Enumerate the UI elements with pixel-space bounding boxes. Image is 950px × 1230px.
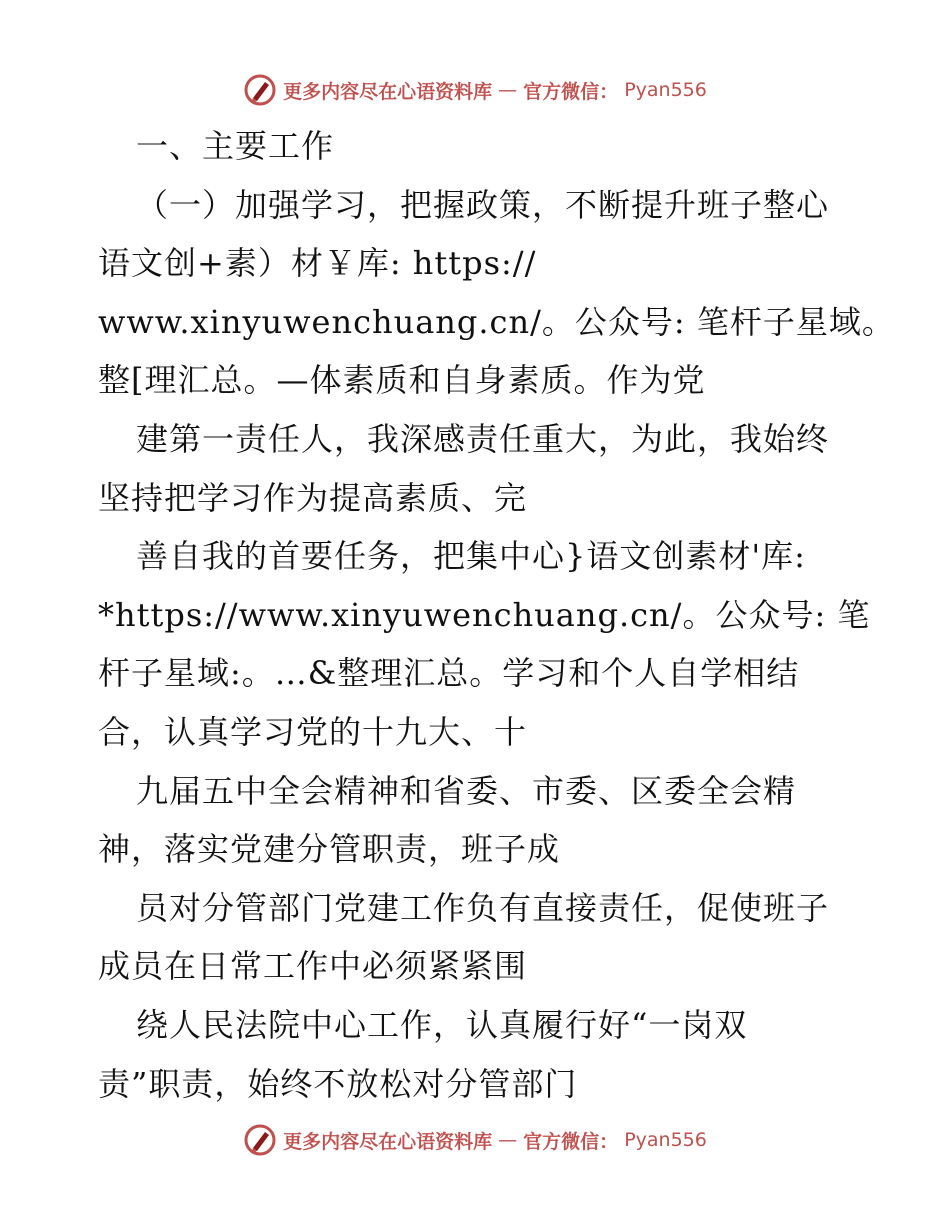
text-line: 九届五中全会精神和省委、市委、区委全会精 xyxy=(136,771,797,810)
text-line: 责”职责，始终不放松对分管部门 xyxy=(98,1064,578,1103)
text-line: 绕人民法院中心工作，认真履行好“一岗双 xyxy=(136,1005,748,1044)
text-line: 整[理汇总。—体素质和自身素质。作为党 xyxy=(98,361,706,400)
text-line: 员对分管部门党建工作负有直接责任，促使班子 xyxy=(136,888,830,927)
banner-dash: — xyxy=(498,79,518,101)
header-watermark-banner xyxy=(0,70,950,110)
text-line: 成员在日常工作中必须紧紧围 xyxy=(98,947,528,986)
text-line: 一、主要工作 xyxy=(136,127,335,165)
banner-main-text: 更多内容尽在心语资料库 xyxy=(283,80,493,103)
text-line: www.xinyuwenchuang.cn/。公众号: 笔杆子星域。 xyxy=(98,302,895,341)
text-line: 坚持把学习作为提高素质、完 xyxy=(98,478,528,517)
text-line: 杆子星域:。…&整理汇总。学习和个人自学相结 xyxy=(98,654,800,693)
text-line: 建第一责任人，我深感责任重大，为此，我始终 xyxy=(136,419,830,458)
text-line: （一）加强学习，把握政策，不断提升班子整心 xyxy=(136,185,830,224)
banner-wechat-id: Pyan556 xyxy=(624,79,707,101)
banner-wechat-id: Pyan556 xyxy=(624,1129,707,1151)
document-body xyxy=(98,117,895,1113)
text-line: 善自我的首要任务，把集中心}语文创素材'库: xyxy=(136,537,806,576)
banner-official-text: 官方微信： xyxy=(523,80,619,103)
banner-main-text: 更多内容尽在心语资料库 xyxy=(283,1130,493,1153)
text-line: *https://www.xinyuwenchuang.cn/。公众号: 笔 xyxy=(98,595,871,634)
pen-logo-icon xyxy=(243,73,277,107)
text-line: 语文创+素）材￥库: https:// xyxy=(98,244,537,283)
text-line: 神，落实党建分管职责，班子成 xyxy=(98,830,561,869)
footer-watermark-banner xyxy=(0,1120,950,1160)
pen-logo-icon xyxy=(243,1123,277,1157)
banner-dash: — xyxy=(498,1129,518,1151)
banner-official-text: 官方微信： xyxy=(523,1130,619,1153)
text-line: 合，认真学习党的十九大、十 xyxy=(98,712,528,751)
